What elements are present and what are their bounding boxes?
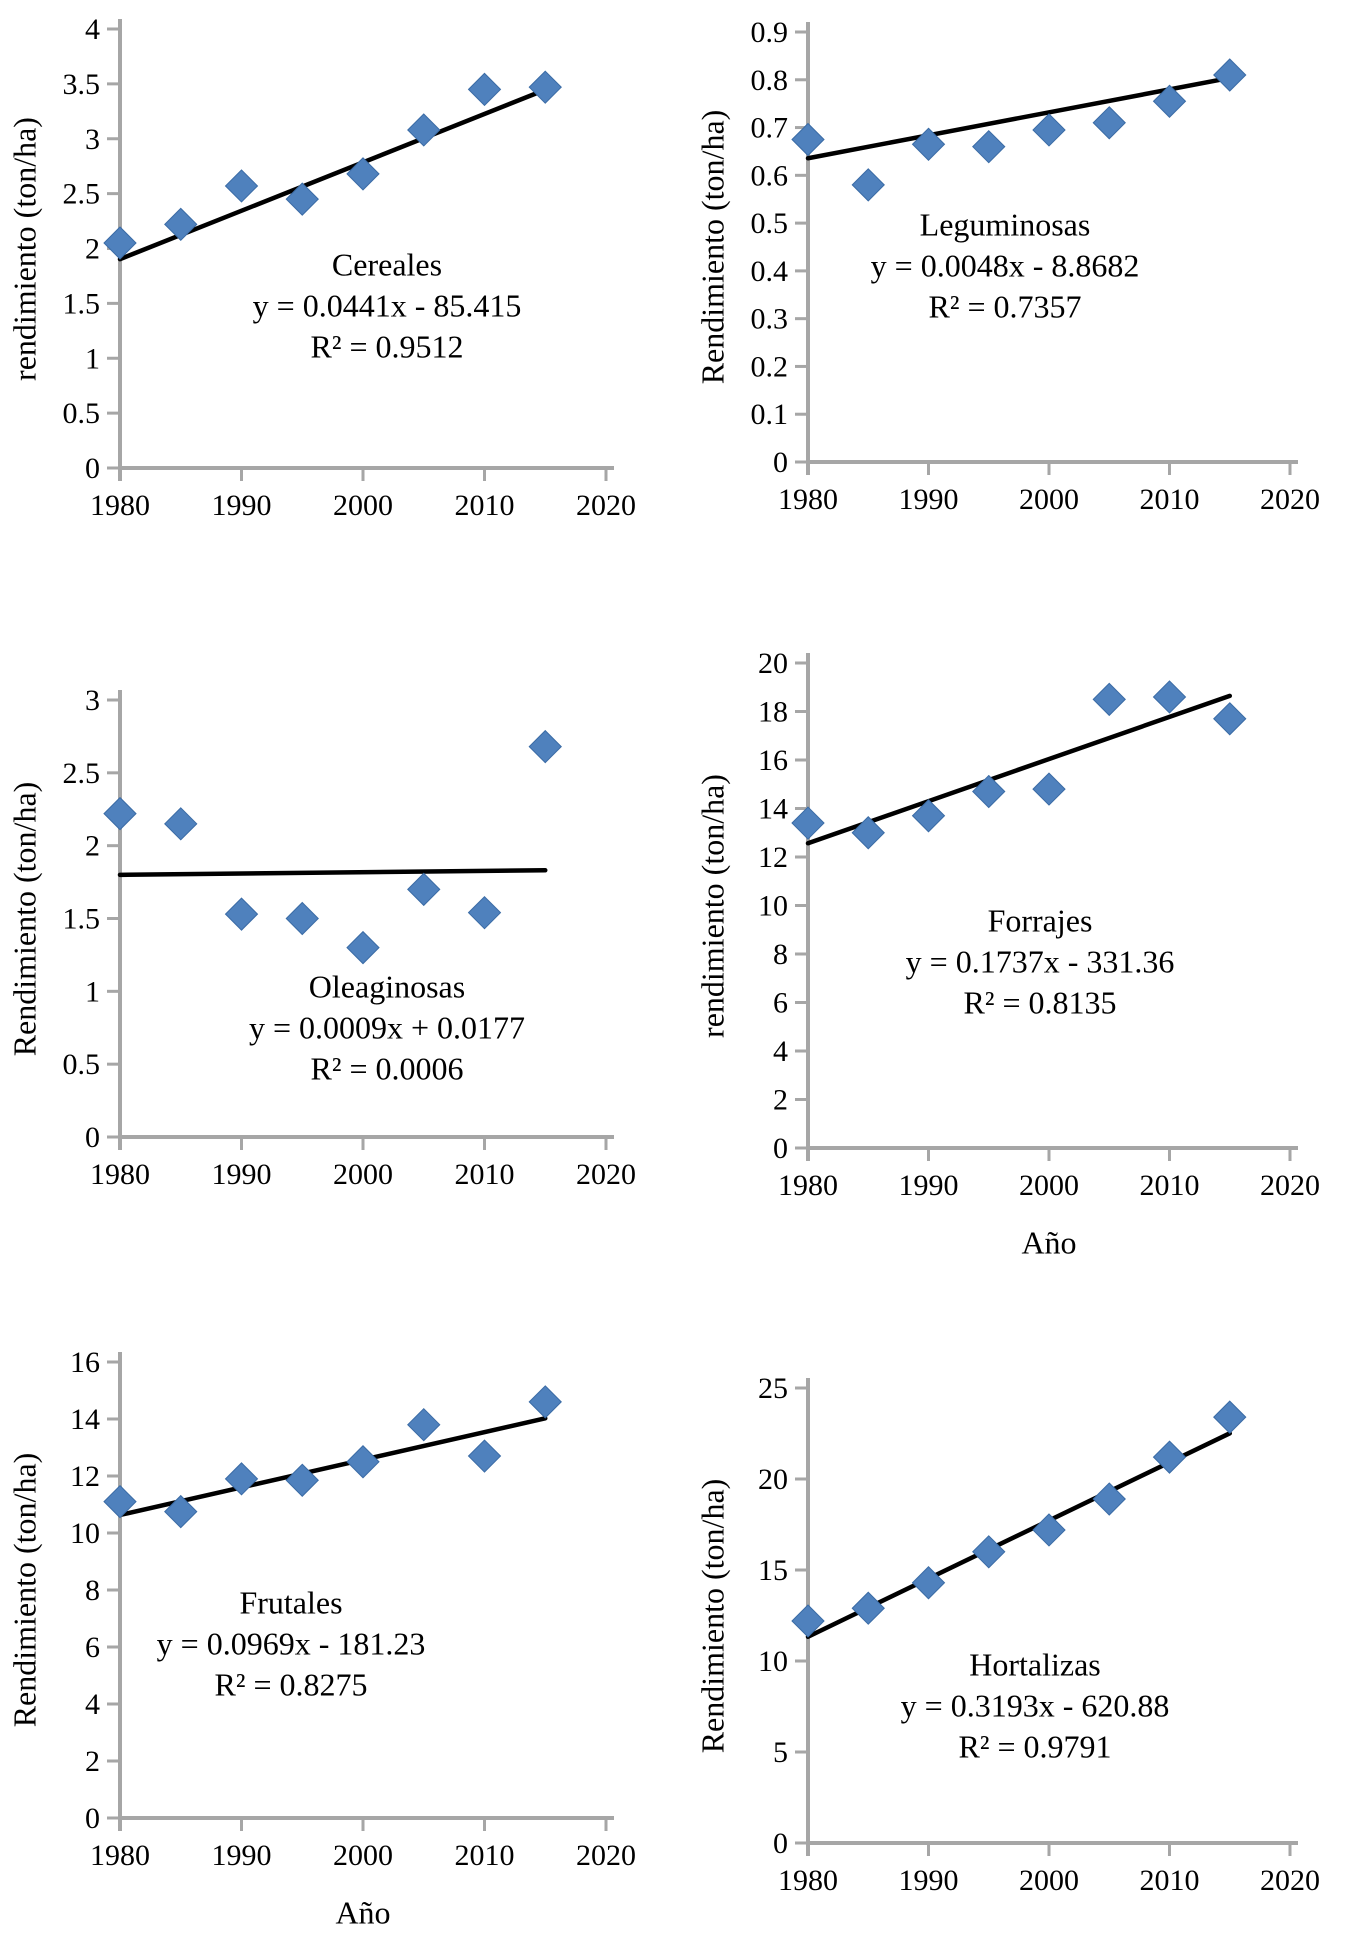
y-tick-label: 0 [85, 1121, 100, 1154]
x-tick-label: 2020 [1260, 1864, 1320, 1897]
data-point [973, 1536, 1005, 1568]
y-tick-label: 14 [758, 792, 788, 826]
y-tick-label: 10 [758, 1645, 788, 1678]
y-tick-label: 18 [758, 695, 788, 729]
x-tick-label: 1990 [898, 1169, 959, 1202]
y-tick-label: 0 [85, 452, 100, 485]
data-point [852, 817, 884, 849]
annotation-oleaginosas [249, 967, 525, 1090]
x-tick-label: 1980 [778, 1169, 838, 1202]
y-tick-label: 0.2 [750, 350, 788, 384]
data-point [1214, 703, 1246, 735]
x-tick-label: 2010 [1139, 483, 1200, 516]
data-point [1033, 773, 1065, 805]
y-axis-label-forrajes: rendimiento (ton/ha) [694, 773, 731, 1038]
y-tick-label: 3 [85, 122, 100, 156]
y-tick-label: 2.5 [62, 756, 100, 790]
x-tick-label: 1980 [90, 1158, 150, 1191]
annotation-leguminosas [871, 205, 1140, 328]
y-tick-label: 1.5 [62, 902, 100, 936]
trend-line [120, 870, 545, 875]
x-tick-label: 2010 [454, 1839, 515, 1872]
y-tick-label: 6 [773, 986, 788, 1020]
y-tick-label: 10 [70, 1517, 100, 1550]
y-tick-label: 16 [70, 1346, 100, 1379]
data-point [469, 1440, 501, 1472]
x-tick-label: 1980 [778, 1864, 838, 1897]
r-squared-label: R² = 0.8135 [963, 984, 1117, 1021]
y-tick-label: 3.5 [62, 67, 100, 101]
chart-title: Frutales [239, 1584, 343, 1621]
x-tick-label: 1990 [211, 1839, 272, 1872]
trend-equation-label: y = 0.0441x - 85.415 [252, 287, 522, 324]
y-tick-label: 4 [85, 1688, 100, 1721]
y-tick-label: 15 [758, 1554, 788, 1587]
data-point [347, 932, 379, 964]
data-point [347, 1446, 379, 1478]
data-point [852, 169, 884, 201]
data-point [792, 807, 824, 839]
r-squared-label: R² = 0.8275 [214, 1666, 368, 1703]
data-point [1214, 1401, 1246, 1433]
chart-title: Forrajes [987, 902, 1093, 939]
x-tick-label: 2000 [1019, 1169, 1079, 1202]
data-point [347, 158, 379, 190]
x-axis-label-forrajes: Año [1021, 1224, 1077, 1261]
data-point [1093, 107, 1125, 139]
trend-equation-label: y = 0.3193x - 620.88 [900, 1687, 1170, 1724]
data-point [529, 71, 561, 103]
y-tick-label: 0.8 [750, 63, 788, 97]
data-point [1154, 681, 1186, 713]
data-point [408, 1409, 440, 1441]
x-axis-label-frutales: Año [335, 1894, 391, 1931]
x-tick-label: 1990 [211, 1158, 272, 1191]
chart-title: Hortalizas [969, 1646, 1101, 1683]
y-axis-label-cereales: rendimiento (ton/ha) [6, 116, 43, 381]
y-tick-label: 0.5 [62, 397, 100, 431]
data-point [1093, 683, 1125, 715]
y-tick-label: 20 [758, 647, 788, 680]
y-tick-label: 16 [758, 744, 788, 777]
y-tick-label: 5 [773, 1736, 788, 1769]
trend-equation-label: y = 0.0048x - 8.8682 [870, 247, 1140, 284]
y-tick-label: 4 [85, 13, 100, 46]
r-squared-label: R² = 0.0006 [310, 1050, 464, 1087]
x-tick-label: 1980 [778, 483, 838, 516]
y-tick-label: 0.1 [750, 398, 788, 432]
x-tick-label: 2020 [576, 489, 636, 522]
y-tick-label: 3 [85, 684, 100, 717]
y-tick-label: 4 [773, 1035, 788, 1068]
data-point [408, 873, 440, 905]
chart-oleaginosas [63, 684, 637, 1191]
y-tick-label: 14 [70, 1403, 100, 1436]
x-tick-label: 2000 [1019, 1864, 1079, 1897]
y-tick-label: 0.3 [750, 302, 788, 336]
trend-equation-label: y = 0.0969x - 181.23 [156, 1625, 426, 1662]
x-tick-label: 1990 [898, 483, 959, 516]
data-point [226, 170, 258, 202]
data-point [852, 1592, 884, 1624]
data-point [286, 183, 318, 215]
chart-hortalizas [758, 1372, 1320, 1897]
x-tick-label: 1990 [898, 1864, 959, 1897]
y-tick-label: 20 [758, 1463, 788, 1496]
y-tick-label: 2 [85, 829, 100, 863]
y-tick-label: 0.5 [750, 207, 788, 241]
y-tick-label: 2 [85, 1745, 100, 1778]
x-tick-label: 1980 [90, 489, 150, 522]
data-point [469, 897, 501, 929]
data-point [1033, 1514, 1065, 1546]
x-tick-label: 2010 [454, 489, 515, 522]
x-tick-label: 2020 [576, 1158, 636, 1191]
y-axis-label-frutales: Rendimiento (ton/ha) [6, 1452, 43, 1728]
y-tick-label: 0.7 [750, 111, 788, 145]
y-tick-label: 0 [773, 1827, 788, 1860]
data-point [973, 131, 1005, 163]
y-tick-label: 0.9 [750, 16, 788, 49]
y-tick-label: 2 [773, 1083, 788, 1117]
annotation-frutales [157, 1583, 426, 1706]
r-squared-label: R² = 0.7357 [928, 288, 1082, 325]
data-point [529, 731, 561, 763]
y-tick-label: 0.6 [750, 159, 788, 193]
x-tick-label: 2000 [333, 489, 393, 522]
y-tick-label: 1 [85, 975, 100, 1009]
chart-title: Oleaginosas [308, 968, 466, 1005]
y-tick-label: 2.5 [62, 177, 100, 211]
y-tick-label: 2 [85, 232, 100, 266]
y-tick-label: 0.5 [62, 1048, 100, 1082]
data-point [226, 898, 258, 930]
data-point [104, 798, 136, 830]
y-tick-label: 1 [85, 342, 100, 376]
y-tick-label: 12 [70, 1460, 100, 1493]
x-tick-label: 1990 [211, 489, 272, 522]
x-tick-label: 2000 [1019, 483, 1079, 516]
y-tick-label: 25 [758, 1372, 788, 1405]
x-tick-label: 2010 [1139, 1864, 1200, 1897]
trend-equation-label: y = 0.0009x + 0.0177 [248, 1009, 526, 1046]
data-point [1214, 59, 1246, 91]
annotation-hortalizas [901, 1645, 1170, 1768]
y-tick-label: 0.4 [750, 254, 788, 288]
x-tick-label: 2000 [333, 1839, 393, 1872]
annotation-cereales [253, 245, 522, 368]
y-tick-label: 0 [773, 1132, 788, 1165]
chart-title: Leguminosas [919, 206, 1091, 243]
annotation-forrajes [906, 901, 1175, 1024]
y-tick-label: 0 [85, 1802, 100, 1835]
data-point [165, 208, 197, 240]
y-axis-label-oleaginosas: Rendimiento (ton/ha) [6, 781, 43, 1056]
y-tick-label: 10 [758, 889, 788, 923]
chart-title: Cereales [331, 246, 443, 283]
r-squared-label: R² = 0.9512 [310, 328, 464, 365]
y-tick-label: 8 [773, 938, 788, 971]
y-tick-label: 1.5 [62, 287, 100, 321]
y-tick-label: 0 [773, 446, 788, 479]
x-tick-label: 2020 [1260, 1169, 1320, 1202]
y-tick-label: 8 [85, 1574, 100, 1607]
y-tick-label: 6 [85, 1631, 100, 1664]
trend-equation-label: y = 0.1737x - 331.36 [905, 943, 1175, 980]
x-tick-label: 2020 [1260, 483, 1320, 516]
data-point [529, 1386, 561, 1418]
data-point [286, 903, 318, 935]
x-tick-label: 2020 [576, 1839, 636, 1872]
data-point [973, 776, 1005, 808]
data-point [1033, 114, 1065, 146]
y-axis-label-leguminosas: Rendimiento (ton/ha) [694, 109, 731, 385]
x-tick-label: 2010 [454, 1158, 515, 1191]
y-axis-label-hortalizas: Rendimiento (ton/ha) [694, 1478, 731, 1753]
x-tick-label: 1980 [90, 1839, 150, 1872]
r-squared-label: R² = 0.9791 [958, 1728, 1112, 1765]
y-tick-label: 12 [758, 841, 788, 874]
x-tick-label: 2000 [333, 1158, 393, 1191]
data-point [165, 808, 197, 840]
data-point [469, 73, 501, 105]
x-tick-label: 2010 [1139, 1169, 1200, 1202]
